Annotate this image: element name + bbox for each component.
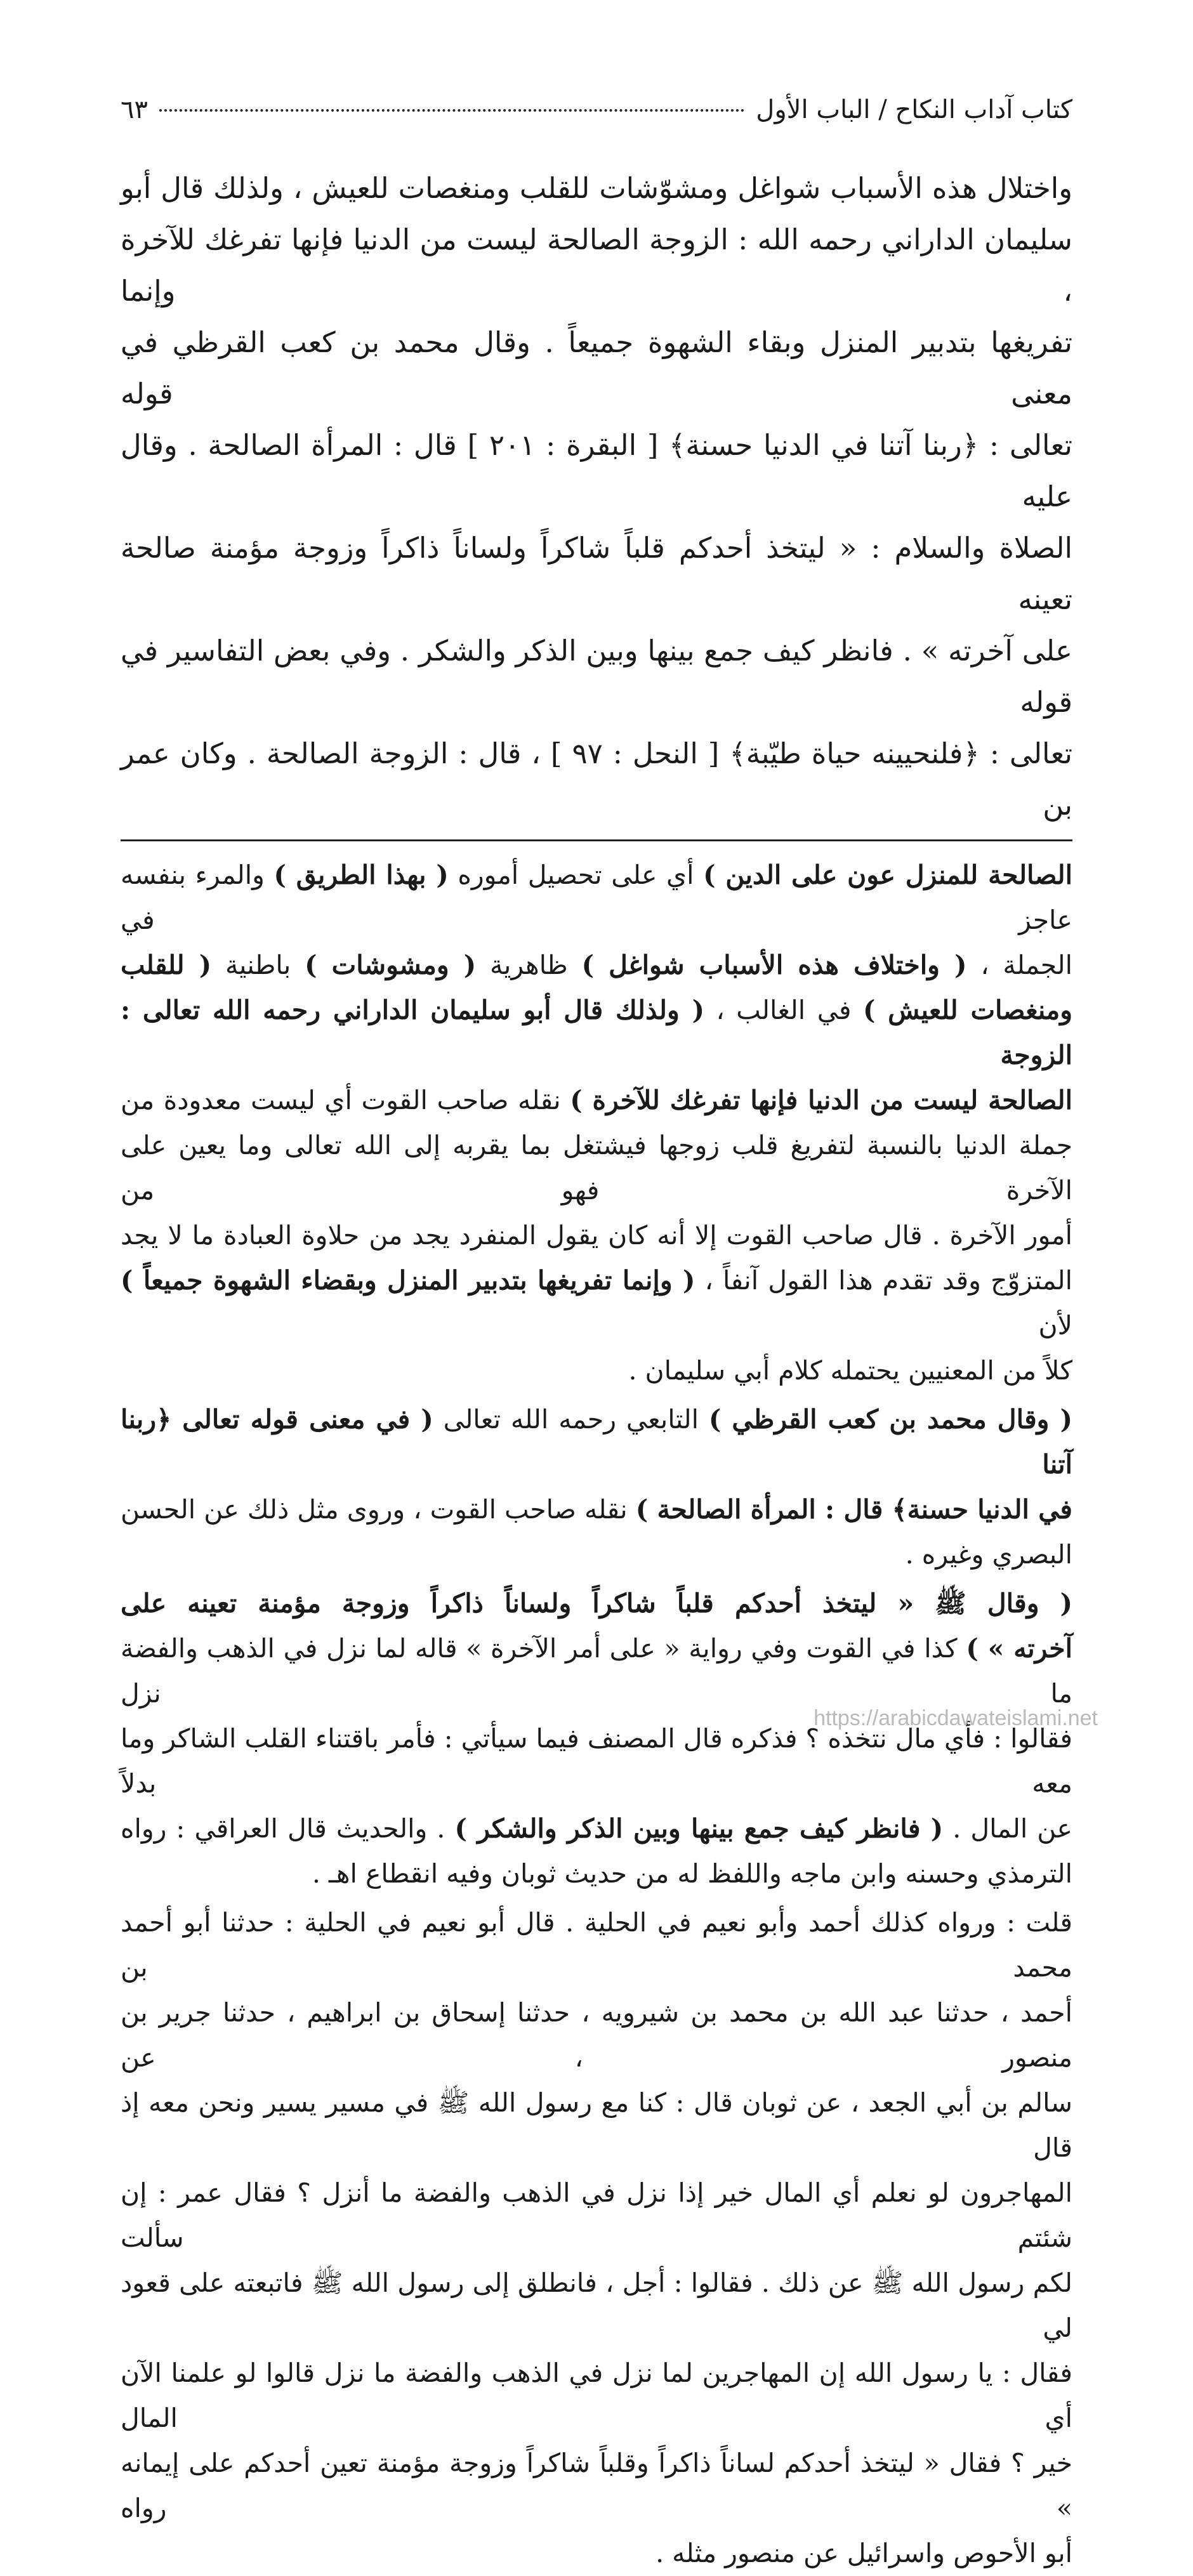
commentary-text: كذا في القوت وفي رواية « على أمر الآخرة » قاله لما نزل في الذهب والفضة ما نزل: [121, 1633, 1072, 1709]
emphasized-quote: ( وقال ﷺ « ليتخذ أحدكم قلباً شاكراً ولساناً ذاكراً وزوجة مؤمنة تعينه على: [121, 1588, 1072, 1619]
commentary-text: ظاهرية: [476, 950, 582, 980]
commentary-line: [121, 2080, 1072, 2171]
emphasized-quote: ( للقلب: [121, 950, 212, 980]
commentary-text: الترمذي وحسنه وابن ماجه واللفظ له من حديث ثوبان وفيه انقطاع اهـ .: [312, 1858, 1072, 1889]
commentary-line: [121, 1806, 1072, 1851]
commentary-line: [121, 1626, 1072, 1716]
emphasized-quote: الصالحة ليست من الدنيا فإنها تفرغك للآخرة ): [570, 1085, 1072, 1115]
commentary-text: والمرء بنفسه عاجز في: [121, 860, 1072, 935]
commentary-line: [121, 1532, 1072, 1577]
main-text-line: على آخرته » . فانظر كيف جمع بينها وبين الذكر والشكر . وفي بعض التفاسير في قوله: [121, 634, 1072, 719]
site-watermark: https://arabicdawateislami.net: [814, 1706, 1098, 1730]
commentary-line: [121, 1581, 1072, 1626]
commentary-line: [121, 1348, 1072, 1393]
commentary-paragraph: [121, 1581, 1072, 1896]
commentary-line: [121, 1900, 1072, 1990]
emphasized-quote: ( فانظر كيف جمع بينها وبين الذكر والشكر ): [454, 1813, 944, 1844]
commentary-line: [121, 2351, 1072, 2441]
commentary-text: البصري وغيره .: [905, 1539, 1072, 1570]
commentary-text: نقله صاحب القوت أي ليست معدودة من: [121, 1085, 570, 1115]
commentary-line: [121, 2171, 1072, 2261]
commentary-text: قلت : ورواه كذلك أحمد وأبو نعيم في الحلية . قال أبو نعيم في الحلية : حدثنا أبو أحمد محمد بن: [121, 1907, 1072, 1983]
emphasized-quote: ( في معنى قوله تعالى ﴿ربنا آتنا: [121, 1404, 1072, 1480]
commentary-text: باطنية: [211, 950, 305, 980]
commentary-line: [121, 2261, 1072, 2351]
commentary-text: المهاجرون لو نعلم أي المال خير إذا نزل في الذهب والفضة ما أنزل ؟ فقال عمر : إن شئتم سألت: [121, 2178, 1072, 2253]
emphasized-quote: في الدنيا حسنة﴾ قال : المرأة الصالحة ): [635, 1494, 1072, 1525]
emphasized-quote: الصالحة للمنزل عون على الدين ): [703, 860, 1072, 890]
main-text-line: سليمان الداراني رحمه الله : الزوجة الصالحة ليست من الدنيا فإنها تفرغك للآخرة ، وإنما: [121, 223, 1072, 308]
commentary-text: كلاً من المعنيين يحتمله كلام أبي سليمان .: [628, 1355, 1072, 1386]
commentary-text: خير ؟ فقال « ليتخذ أحدكم لساناً ذاكراً وقلباً شاكراً وزوجة مؤمنة تعين أحدكم على إيمانه » رواه: [121, 2448, 1072, 2523]
running-header: [121, 95, 1072, 140]
commentary-text: الجملة ،: [966, 950, 1073, 980]
commentary-text: فقالوا : فأي مال نتخذه ؟ فذكره قال المصنف فيما سيأتي : فأمر باقتناء القلب الشاكر وما معه بدلاً: [121, 1723, 1072, 1799]
commentary-line: [121, 1213, 1072, 1258]
emphasized-quote: ( ولذلك قال أبو سليمان الداراني رحمه الله تعالى : الزوجة: [121, 995, 1072, 1070]
page-number: ٦٣: [121, 95, 148, 124]
commentary-text: سالم بن أبي الجعد ، عن ثوبان قال : كنا مع رسول الله ﷺ في مسير يسير ونحن معه إذ قال: [121, 2087, 1072, 2163]
commentary-paragraph: [121, 1900, 1072, 2576]
main-text: [121, 162, 1072, 831]
section-divider: [121, 839, 1072, 841]
emphasized-quote: ( وقال محمد بن كعب القرظي ): [708, 1404, 1072, 1435]
emphasized-quote: ( ومشوشات ): [305, 950, 477, 980]
commentary-line: [121, 988, 1072, 1078]
commentary-text: لكم رسول الله ﷺ عن ذلك . فقالوا : أجل ، فانطلق إلى رسول الله ﷺ فاتبعته على قعود لي: [121, 2268, 1072, 2343]
emphasized-quote: ( وإنما تفريغها بتدبير المنزل وبقضاء الشهوة جميعاً ): [121, 1265, 695, 1296]
commentary-text: في الغالب ،: [704, 995, 864, 1025]
commentary-text: أحمد ، حدثنا عبد الله بن محمد بن شيرويه ، حدثنا إسحاق بن ابراهيم ، حدثنا جرير بن منصور ، عن: [121, 1997, 1072, 2073]
commentary-paragraph: [121, 853, 1072, 1393]
commentary-line: [121, 1078, 1072, 1123]
commentary-text: أبو الأحوص واسرائيل عن منصور مثله .: [656, 2538, 1072, 2568]
main-text-line: واختلال هذه الأسباب شواغل ومشوّشات للقلب ومنغصات للعيش ، ولذلك قال أبو: [121, 171, 1072, 205]
main-text-line: تفريغها بتدبير المنزل وبقاء الشهوة جميعاً . وقال محمد بن كعب القرظي في معنى قوله: [121, 325, 1072, 411]
commentary-text: . والحديث قال العراقي : رواه: [121, 1813, 455, 1844]
commentary-paragraph: [121, 1397, 1072, 1577]
commentary-text: عن المال .: [943, 1813, 1072, 1844]
running-header-title: كتاب آداب النكاح / الباب الأول: [756, 95, 1072, 124]
commentary-text: جملة الدنيا بالنسبة لتفريغ قلب زوجها فيشتغل بما يقربه إلى الله تعالى وما يعين على الآخرة فهو من: [121, 1130, 1072, 1206]
commentary-text: المتزوّج وقد تقدم هذا القول آنفاً ،: [695, 1265, 1072, 1296]
emphasized-quote: آخرته » ): [966, 1633, 1073, 1664]
emphasized-quote: ومنغصات للعيش ): [863, 995, 1072, 1025]
commentary-line: [121, 1990, 1072, 2080]
commentary-text: أمور الآخرة . قال صاحب القوت إلا أنه كان يقول المنفرد يجد من حلاوة العبادة ما لا يجد: [121, 1220, 1072, 1251]
book-page: [121, 95, 1073, 2568]
commentary-line: [121, 853, 1072, 943]
commentary-text: نقله صاحب القوت ، وروى مثل ذلك عن الحسن: [121, 1494, 636, 1525]
commentary-line: [121, 1851, 1072, 1896]
main-text-line: الصلاة والسلام : « ليتخذ أحدكم قلباً شاكراً ولساناً ذاكراً وزوجة مؤمنة صالحة تعينه: [121, 531, 1072, 616]
emphasized-quote: ( واختلاف هذه الأسباب شواغل ): [581, 950, 967, 980]
commentary-text: لأن: [1038, 1310, 1072, 1341]
commentary-text: فقال : يا رسول الله إن المهاجرين لما نزل في الذهب والفضة ما نزل قالوا لو علمنا الآن أي المال: [121, 2358, 1072, 2433]
commentary-line: [121, 2531, 1072, 2576]
commentary-line: [121, 1487, 1072, 1532]
commentary-line: [121, 1258, 1072, 1348]
main-text-line: تعالى : ﴿فلنحيينه حياة طيّبة﴾ [ النحل : ٩٧ ] ، قال : الزوجة الصالحة . وكان عمر بن: [121, 737, 1072, 822]
commentary-line: [121, 1397, 1072, 1487]
header-dot-leader: [159, 109, 744, 112]
commentary-line: [121, 1123, 1072, 1213]
commentary-text: أي على تحصيل أموره: [448, 860, 704, 890]
commentary-line: [121, 943, 1072, 988]
main-text-line: تعالى : ﴿ربنا آتنا في الدنيا حسنة﴾ [ البقرة : ٢٠١ ] قال : المرأة الصالحة . وقال عليه: [121, 428, 1072, 513]
emphasized-quote: ( بهذا الطريق ): [274, 860, 449, 890]
commentary-text: التابعي رحمه الله تعالى: [433, 1404, 709, 1435]
commentary-line: [121, 2441, 1072, 2531]
